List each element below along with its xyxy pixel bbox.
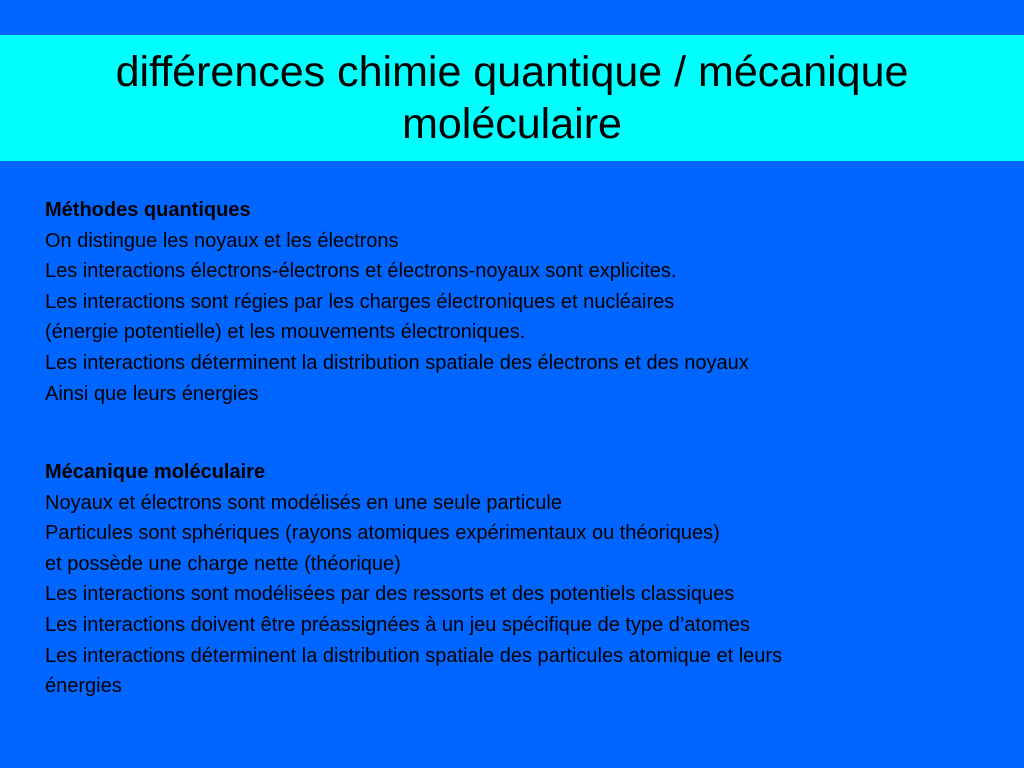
- slide-title-line-1: différences chimie quantique / mécanique: [115, 48, 909, 96]
- text-line: Les interactions électrons-électrons et électrons-noyaux sont explicites.: [45, 260, 677, 283]
- text-line: Les interactions déterminent la distribution spatiale des particules atomique et leurs: [45, 644, 783, 667]
- text-line: et possède une charge nette (théorique): [45, 552, 401, 575]
- text-line: Particules sont sphériques (rayons atomiques expérimentaux ou théoriques): [45, 522, 720, 545]
- text-line: Noyaux et électrons sont modélisés en une seule particule: [45, 491, 562, 514]
- text-line: Les interactions déterminent la distribution spatiale des électrons et des noyaux: [45, 351, 749, 374]
- text-line: Les interactions sont régies par les charges électroniques et nucléaires: [45, 290, 675, 313]
- text-line: Les interactions sont modélisées par des ressorts et des potentiels classiques: [45, 583, 735, 606]
- title-banner: [0, 35, 1024, 161]
- slide-title-line-2: moléculaire: [402, 100, 622, 148]
- text-line: Ainsi que leurs énergies: [45, 382, 259, 405]
- text-line: énergies: [45, 675, 122, 698]
- section-molecular-mechanics: [45, 457, 1005, 702]
- text-line: (énergie potentielle) et les mouvements électroniques.: [45, 321, 526, 344]
- section-heading-molecular-mechanics: Mécanique moléculaire: [45, 461, 266, 483]
- text-line: On distingue les noyaux et les électrons: [45, 229, 399, 252]
- text-line: Les interactions doivent être préassignées à un jeu spécifique de type d’atomes: [45, 613, 750, 636]
- section-heading-quantum-methods: Méthodes quantiques: [45, 199, 251, 221]
- section-quantum-methods: [45, 195, 1005, 409]
